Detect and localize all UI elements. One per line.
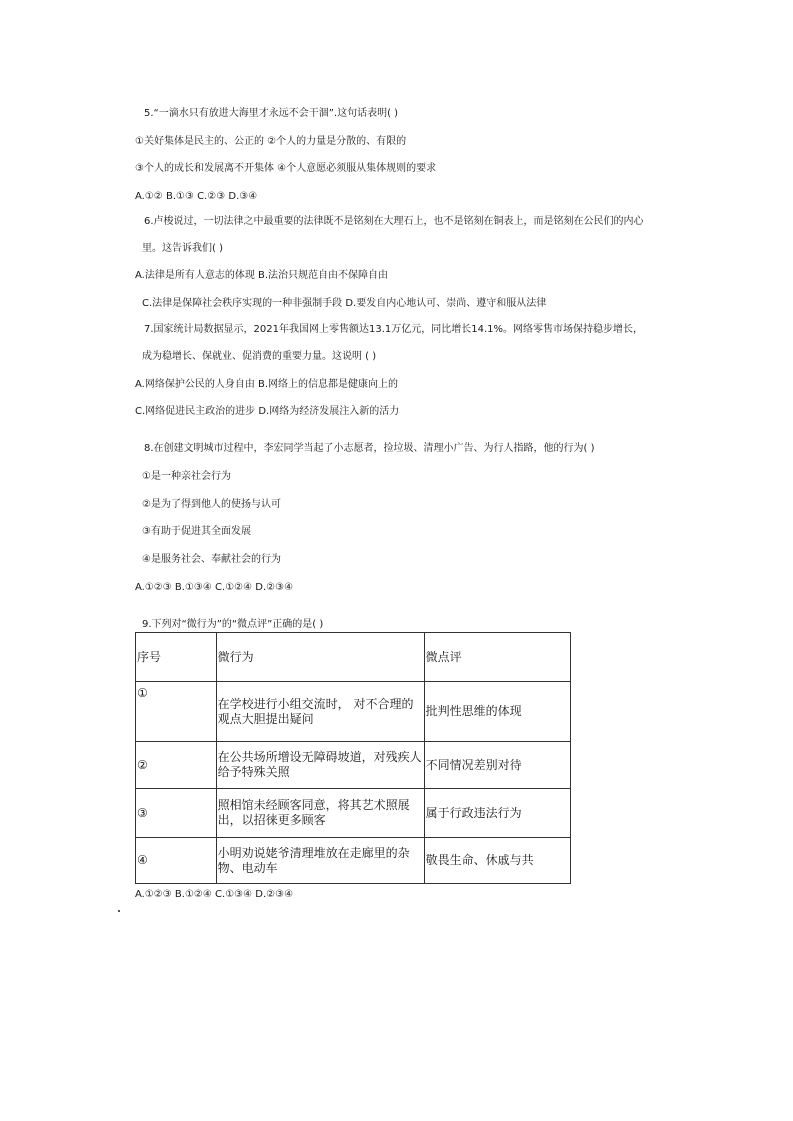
- row-action: 在学校进行小组交流时， 对不合理的观点大胆提出疑问: [216, 682, 424, 742]
- header-action: 微行为: [216, 633, 424, 682]
- q7-options-row-2: C.网络促进民主政治的进步 D.网络为经济发展注入新的活力: [135, 406, 400, 417]
- row-number: ②: [136, 742, 217, 789]
- table-row: [136, 789, 571, 838]
- table-row: [136, 742, 571, 789]
- q5-options: A.①② B.①③ C.②③ D.③④: [135, 191, 258, 202]
- q8-item-4: ④是服务社会、奉献社会的行为: [142, 554, 281, 565]
- row-comment: 不同情况差别对待: [424, 742, 570, 789]
- row-action: 在公共场所增设无障碍坡道，对残疾人给予特殊关照: [216, 742, 424, 789]
- row-number: ①: [136, 682, 217, 742]
- header-comment: 微点评: [424, 633, 570, 682]
- stray-mark: [118, 910, 120, 912]
- q8-item-1: ①是一种亲社会行为: [142, 471, 231, 482]
- row-action: 照相馆未经顾客同意，将其艺术照展出，以招徕更多顾客: [216, 789, 424, 838]
- row-comment: 批判性思维的体现: [424, 682, 570, 742]
- q8-item-3: ③有助于促进其全面发展: [142, 526, 251, 537]
- row-action: 小明劝说姥爷清理堆放在走廊里的杂物、电动车: [216, 838, 424, 884]
- q8-options: A.①②③ B.①③④ C.①②④ D.②③④: [135, 582, 294, 593]
- row-comment: 敬畏生命、休戚与共: [424, 838, 570, 884]
- row-number: ④: [136, 838, 217, 884]
- q9-stem: 9.下列对“微行为”的“微点评”正确的是( ): [142, 619, 324, 630]
- q8-item-2: ②是为了得到他人的使扬与认可: [142, 499, 281, 510]
- q6-options-row-2: C.法律是保障社会秩序实现的一种非强制手段 D.要发自内心地认可、崇尚、遵守和服从法律: [142, 298, 547, 309]
- row-number: ③: [136, 789, 217, 838]
- q9-options: A.①②③ B.①②④ C.①③④ D.②③④: [135, 889, 294, 900]
- table-row: [136, 682, 571, 742]
- q7-stem-line-2: 成为稳增长、保就业、促消费的重要力量。这说明 ( ): [142, 351, 377, 362]
- q5-statements-row-1: ①关好集体是民主的、公正的 ②个人的力量是分散的、有限的: [135, 136, 407, 147]
- table-header-row: [136, 633, 571, 682]
- header-number: 序号: [136, 633, 217, 682]
- q7-options-row-1: A.网络保护公民的人身自由 B.网络上的信息都是健康向上的: [135, 379, 399, 390]
- q6-stem-line-1: 6.卢梭说过，一切法律之中最重要的法律既不是铭刻在大理石上，也不是铭刻在铜表上，而是铭刻在公民们的内心: [144, 216, 644, 227]
- q7-stem-line-1: 7.国家统计局数据显示，2021年我国网上零售额达13.1万亿元，同比增长14.1%。网络零售市场保持稳步增长，: [144, 324, 644, 335]
- q9-table: [135, 632, 571, 884]
- q6-stem-line-2: 里。这告诉我们( ): [142, 243, 223, 254]
- q5-statements-row-2: ③个人的成长和发展离不开集体 ④个人意愿必须服从集体规则的要求: [135, 163, 437, 174]
- q6-options-row-1: A.法律是所有人意志的体现 B.法治只规范自由不保障自由: [135, 270, 389, 281]
- q8-stem: 8.在创建文明城市过程中，李宏同学当起了小志愿者，捡垃圾、清理小广告、为行人指路，他的行为( ): [144, 443, 595, 454]
- q5-stem: 5.“一滴水只有放进大海里才永远不会干涸”.这句话表明( ): [144, 108, 399, 119]
- row-comment: 属于行政违法行为: [424, 789, 570, 838]
- table-row: [136, 838, 571, 884]
